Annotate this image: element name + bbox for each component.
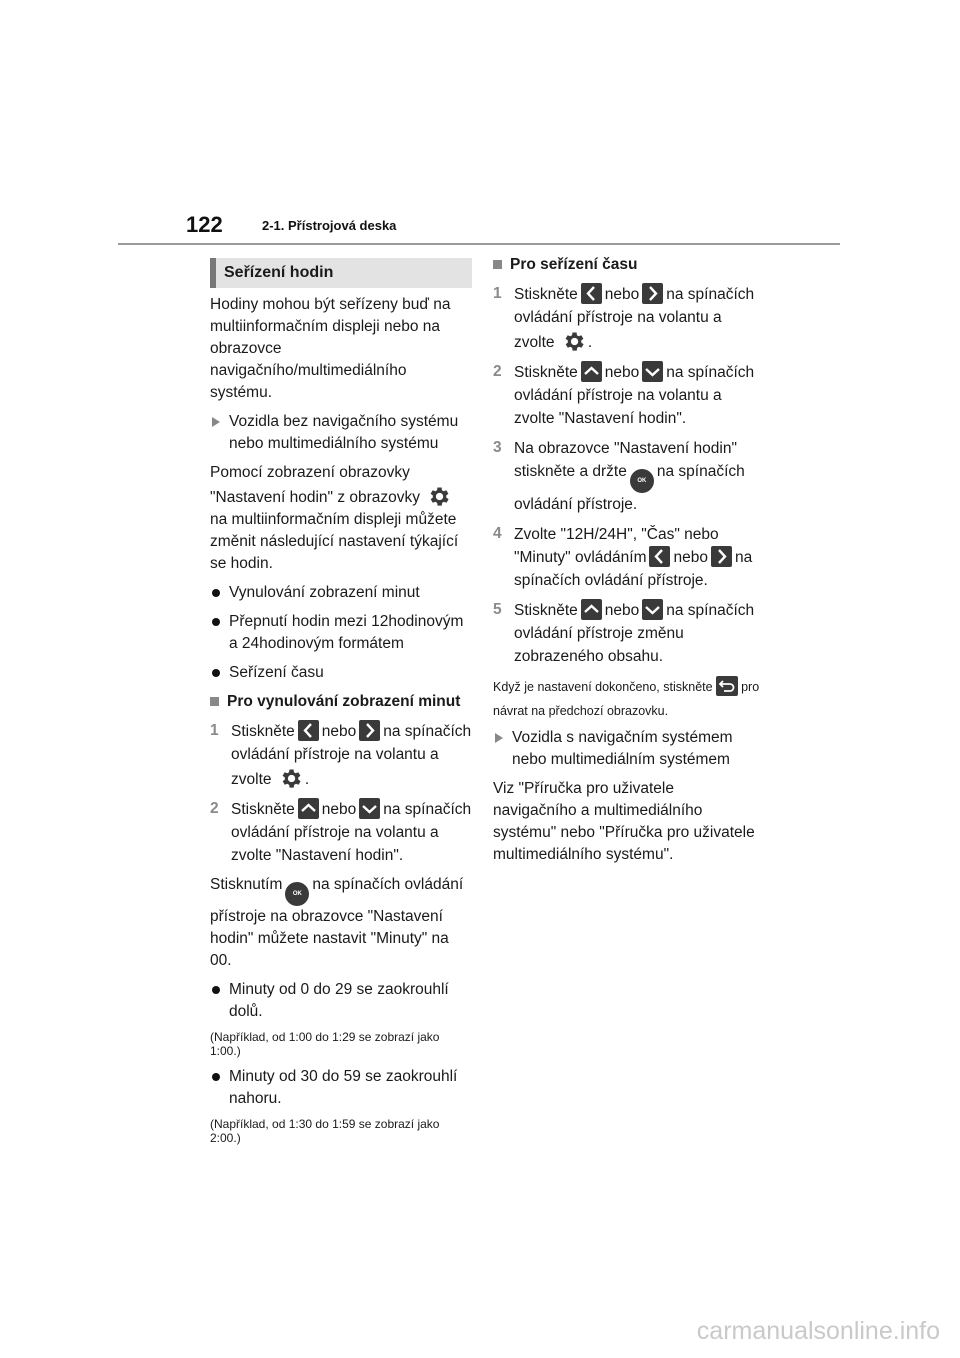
reference-paragraph: Viz "Příručka pro uživatele navigačního a multimediálního systému" nebo "Příručka pro uživatele multimediálního systému".: [493, 780, 755, 863]
note-text-a: Když je nastavení dokončeno, stiskněte: [493, 680, 713, 694]
gear-icon: [278, 766, 303, 791]
chevron-up-icon: [581, 599, 602, 620]
chevron-up-icon: [298, 798, 319, 819]
step-text: Stiskněte: [514, 602, 578, 619]
chevron-right-icon: [711, 546, 732, 567]
gear-icon: [561, 329, 586, 354]
step-text: Stiskněte: [231, 723, 295, 740]
settings-paragraph: [210, 462, 472, 575]
step-text: nebo: [321, 801, 357, 818]
section-heading: Seřízení hodin: [210, 258, 472, 288]
left-column: [210, 258, 472, 1153]
reset-text-a: Stisknutím: [210, 876, 283, 893]
list-item: Minuty od 0 do 29 se zaokrouhlí dolů.: [210, 979, 472, 1023]
step-text: na spínačích ovládání přístroje.: [514, 463, 745, 513]
step-text: nebo: [604, 602, 640, 619]
chevron-left-icon: [298, 720, 319, 741]
step-text: nebo: [673, 549, 708, 566]
example-note: (Například, od 1:30 do 1:59 se zobrazí jako 2:00.): [210, 1117, 440, 1145]
chevron-up-icon: [581, 361, 602, 382]
list-item: Vynulování zobrazení minut: [210, 582, 472, 604]
list-item: Seřízení času: [210, 662, 472, 684]
step-text: Stiskněte: [514, 364, 578, 381]
step-text: na spínačích ovládání přístroje na volantu a zvolte: [231, 723, 472, 788]
step-text: Zvolte "12H/24H", "Čas" nebo "Minuty" ovládáním: [514, 526, 719, 566]
step-1: [210, 720, 472, 791]
step-number: 2: [210, 800, 219, 817]
chevron-left-icon: [581, 283, 602, 304]
step-3: [493, 437, 761, 516]
step-number: 1: [493, 285, 502, 302]
step-text: nebo: [604, 364, 640, 381]
step-number: 3: [493, 439, 502, 456]
chevron-right-icon: [359, 720, 380, 741]
gear-icon: [426, 484, 451, 509]
section-title: 2-1. Přístrojová deska: [262, 218, 397, 233]
back-icon: [716, 676, 738, 696]
note-text-b: pro návrat na předchozí obrazovku.: [493, 680, 760, 718]
page-number: 122: [186, 212, 223, 237]
step-number: 1: [210, 722, 219, 739]
reset-paragraph: [210, 874, 472, 972]
condition-with-navigation: Vozidla s navigačním systémem nebo multimediálním systémem: [493, 727, 761, 771]
watermark: carmanualsonline.info: [696, 1317, 940, 1345]
completion-note: [493, 675, 761, 723]
reset-text-b: na spínačích ovládání přístroje na obrazovce "Nastavení hodin" můžete nastavit "Minuty" na 00.: [210, 876, 464, 969]
ok-button-icon: OK: [285, 882, 309, 906]
step-text: .: [587, 334, 593, 351]
right-column: [493, 254, 761, 873]
step-text: Stiskněte: [231, 801, 295, 818]
settings-text-a: Pomocí zobrazení obrazovky "Nastavení hodin" z obrazovky: [210, 464, 421, 506]
step-number: 5: [493, 601, 502, 618]
step-text: Na obrazovce "Nastavení hodin" stiskněte a držte: [514, 440, 737, 480]
header-divider: [118, 243, 840, 245]
chevron-left-icon: [649, 546, 670, 567]
step-number: 2: [493, 363, 502, 380]
step-4: [493, 523, 761, 592]
list-item: Přepnutí hodin mezi 12hodinovým a 24hodinovým formátem: [210, 611, 472, 655]
chevron-right-icon: [642, 283, 663, 304]
ok-button-icon: OK: [630, 469, 654, 493]
step-text: na spínačích ovládání přístroje změnu zobrazeného obsahu.: [514, 602, 755, 665]
step-text: nebo: [321, 723, 357, 740]
step-5: [493, 599, 761, 668]
subheading-set-time: Pro seřízení času: [493, 254, 761, 276]
step-text: Stiskněte: [514, 286, 578, 303]
step-text: nebo: [604, 286, 640, 303]
settings-text-b: na multiinformačním displeji můžete změnit následující nastavení týkající se hodin.: [210, 511, 459, 572]
step-text: na spínačích ovládání přístroje na volantu a zvolte "Nastavení hodin".: [231, 801, 472, 864]
step-2: [493, 361, 761, 430]
condition-no-navigation: Vozidla bez navigačního systému nebo multimediálního systému: [210, 411, 472, 455]
step-text: na spínačích ovládání přístroje na volantu a zvolte: [514, 286, 755, 351]
intro-paragraph: Hodiny mohou být seřízeny buď na multiinformačním displeji nebo na obrazovce navigačního/multimediálního systému.: [210, 296, 451, 401]
step-1: [493, 283, 761, 354]
chevron-down-icon: [359, 798, 380, 819]
list-item: Minuty od 30 do 59 se zaokrouhlí nahoru.: [210, 1066, 472, 1110]
step-text: na spínačích ovládání přístroje na volantu a zvolte "Nastavení hodin".: [514, 364, 755, 427]
example-note: (Například, od 1:00 do 1:29 se zobrazí jako 1:00.): [210, 1030, 440, 1058]
chevron-down-icon: [642, 599, 663, 620]
step-text: na spínačích ovládání přístroje.: [514, 549, 753, 589]
step-2: [210, 798, 472, 867]
step-number: 4: [493, 525, 502, 542]
step-text: .: [304, 771, 310, 788]
chevron-down-icon: [642, 361, 663, 382]
subheading-reset-minutes: Pro vynulování zobrazení minut: [210, 691, 472, 713]
